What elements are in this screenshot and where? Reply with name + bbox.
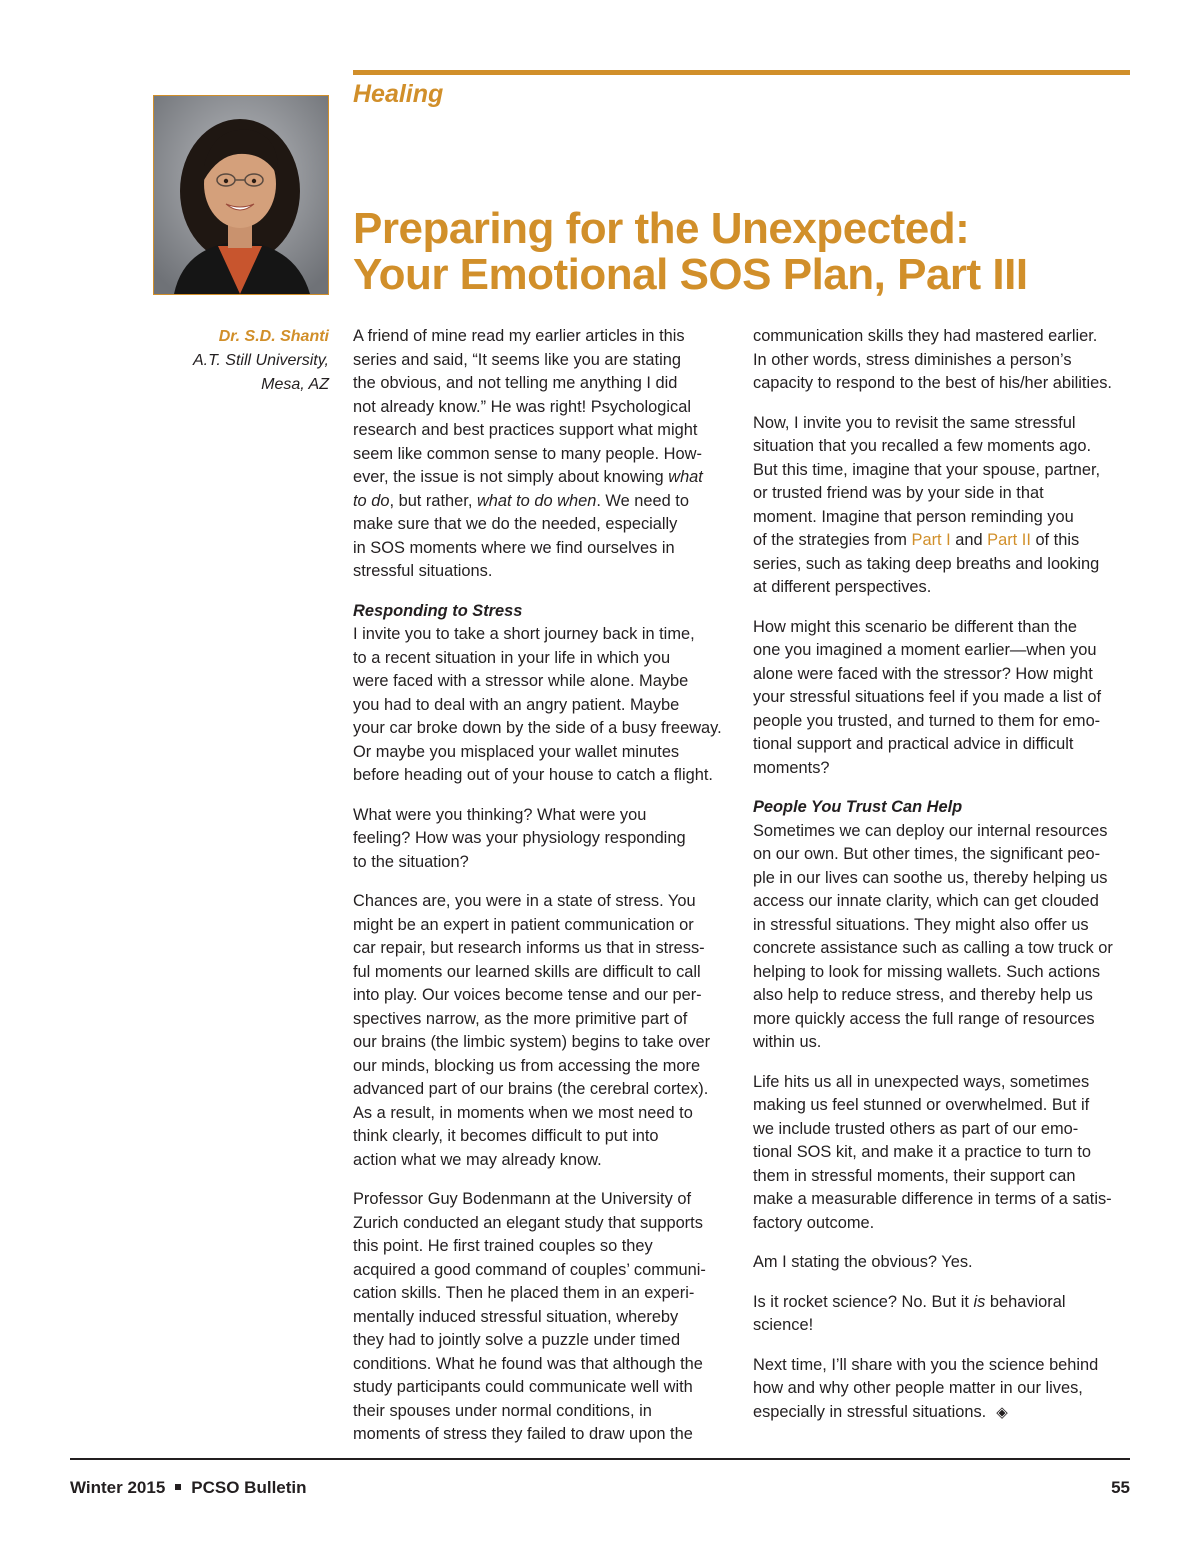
text-line: Life hits us all in unexpected ways, sometimes [753, 1072, 1090, 1091]
text-line: your stressful situations feel if you made a list of [753, 688, 1102, 706]
text-run: Is it rocket science? No. But it [753, 1292, 974, 1311]
text-line: more quickly access the full range of resources [753, 1009, 1095, 1028]
emphasis: what to do when [476, 491, 597, 510]
text-line [753, 1401, 1133, 1425]
subheading-responding: Responding to Stress [353, 601, 523, 620]
text-line: Or maybe you misplaced your wallet minutes [353, 742, 680, 761]
text-line: Professor Guy Bodenmann at the University of [353, 1190, 691, 1208]
title-line-2: Your Emotional SOS Plan, Part III [353, 250, 1028, 299]
text-line: A friend of mine read my earlier articles in this [353, 327, 685, 345]
text-line: ple in our lives can soothe us, thereby helping us [753, 868, 1108, 887]
paragraph [753, 820, 1133, 1055]
text-line: how and why other people matter in our lives, [753, 1379, 1083, 1397]
text-line: series, such as taking deep breaths and looking [753, 554, 1100, 573]
paragraph [753, 412, 1133, 600]
text-line [353, 466, 731, 490]
text-line: helping to look for missing wallets. Such actions [753, 962, 1101, 981]
text-run: , but rather, [389, 491, 477, 510]
text-run: and [950, 531, 988, 549]
text-line: on our own. But other times, the significant peo- [753, 845, 1101, 863]
text-line: into play. Our voices become tense and our per- [353, 986, 702, 1004]
text-line: at different perspectives. [753, 578, 932, 596]
text-line: capacity to respond to the best of his/her abilities. [753, 374, 1112, 392]
text-line: tional SOS kit, and make it a practice to turn to [753, 1143, 1091, 1161]
subheading-people: People You Trust Can Help [753, 798, 963, 816]
link-part-2[interactable]: Part II [987, 531, 1031, 549]
text-line: people you trusted, and turned to them for emo- [753, 711, 1101, 730]
text-line: But this time, imagine that your spouse, partner, [753, 460, 1101, 479]
text-line: feeling? How was your physiology responding [353, 829, 686, 847]
text-line: moments of stress they failed to draw upon the [353, 1425, 693, 1443]
paragraph [353, 1188, 731, 1447]
text-line: study participants could communicate well with [353, 1378, 693, 1396]
paragraph [753, 1291, 1133, 1338]
emphasis: is [973, 1292, 986, 1311]
text-line: access our innate clarity, which can get clouded [753, 892, 1099, 910]
article-column-2 [753, 325, 1133, 1440]
text-line: the obvious, and not telling me anything I did [353, 374, 678, 392]
paragraph [753, 616, 1133, 781]
footer-issue-date: Winter 2015 [70, 1478, 166, 1497]
text-line [753, 1291, 1133, 1315]
author-name: Dr. S.D. Shanti [218, 328, 329, 345]
text-line: Zurich conducted an elegant study that supports [353, 1213, 703, 1232]
text-line: situation that you recalled a few moments ago. [753, 437, 1092, 455]
text-line: moment. Imagine that person reminding you [753, 507, 1074, 526]
author-photo [153, 95, 329, 295]
title-line-1: Preparing for the Unexpected: [353, 204, 970, 253]
text-line: think clearly, it becomes difficult to put into [353, 1127, 659, 1145]
footer-publication: PCSO Bulletin [191, 1478, 307, 1497]
section-label: Healing [353, 80, 444, 108]
square-bullet-icon [175, 1484, 181, 1490]
text-run: of the strategies from [753, 531, 912, 549]
paragraph [753, 1251, 1133, 1275]
emphasis: to do [353, 491, 390, 510]
text-line: advanced part of our brains (the cerebral cortex). [353, 1080, 709, 1098]
text-line: In other words, stress diminishes a person’s [753, 350, 1072, 369]
text-line: stressful situations. [353, 562, 493, 580]
text-line: How might this scenario be different than the [753, 617, 1078, 636]
text-line: we include trusted others as part of our emo- [753, 1119, 1079, 1138]
text-line: making us feel stunned or overwhelmed. But if [753, 1096, 1090, 1114]
top-rule [353, 70, 1130, 75]
text-line: might be an expert in patient communication or [353, 915, 694, 934]
text-line: Am I stating the obvious? Yes. [753, 1253, 973, 1271]
text-line: cation skills. Then he placed them in an experi- [353, 1284, 695, 1302]
paragraph [353, 890, 731, 1172]
text-line: concrete assistance such as calling a tow truck or [753, 939, 1113, 957]
text-line: What were you thinking? What were you [353, 805, 647, 824]
text-line: make sure that we do the needed, especially [353, 515, 678, 533]
text-run: behavioral [985, 1292, 1066, 1311]
text-line: before heading out of your house to catch a flight. [353, 766, 713, 784]
text-line: communication skills they had mastered earlier. [753, 327, 1098, 345]
author-byline [150, 325, 329, 397]
paragraph [353, 325, 731, 584]
text-line: to a recent situation in your life in which you [353, 648, 671, 667]
text-line: they had to jointly solve a puzzle under timed [353, 1331, 681, 1349]
text-line: in SOS moments where we find ourselves in [353, 538, 675, 557]
text-line: also help to reduce stress, and thereby help us [753, 986, 1093, 1004]
text-line: action what we may already know. [353, 1150, 602, 1169]
page-number: 55 [1111, 1478, 1130, 1497]
text-line: tional support and practical advice in difficult [753, 735, 1074, 753]
text-line: not already know.” He was right! Psychological [353, 397, 691, 416]
link-part-1[interactable]: Part I [911, 531, 951, 549]
text-line: series and said, “It seems like you are stating [353, 350, 681, 369]
paragraph [753, 325, 1133, 396]
text-line: factory outcome. [753, 1213, 875, 1232]
text-line: science! [753, 1316, 814, 1334]
text-line [353, 490, 731, 514]
author-affiliation-1: A.T. Still University, [192, 352, 329, 369]
author-affiliation-2: Mesa, AZ [261, 376, 329, 393]
text-line: Now, I invite you to revisit the same stressful [753, 413, 1076, 432]
text-line: ful moments our learned skills are difficult to call [353, 962, 701, 981]
text-line: mentally induced stressful situation, whereby [353, 1307, 679, 1326]
footer-rule [70, 1458, 1130, 1460]
text-run: of this [1030, 531, 1080, 549]
text-line: moments? [753, 758, 830, 777]
text-run: . We need to [596, 491, 689, 510]
text-line: our brains (the limbic system) begins to take over [353, 1033, 711, 1051]
text-run: especially in stressful situations. [753, 1402, 987, 1421]
text-line: your car broke down by the side of a busy freeway. [353, 719, 722, 737]
text-line: them in stressful moments, their support can [753, 1166, 1076, 1185]
text-line: Sometimes we can deploy our internal resources [753, 821, 1108, 840]
article-title [353, 206, 1133, 298]
emphasis: what [668, 468, 703, 486]
text-line: seem like common sense to many people. How- [353, 444, 702, 463]
paragraph [353, 623, 731, 788]
text-line: make a measurable difference in terms of a satis- [753, 1190, 1112, 1208]
text-line: research and best practices support what might [353, 421, 698, 439]
article-column-1 [353, 325, 731, 1463]
text-line: you had to deal with an angry patient. Maybe [353, 695, 680, 714]
text-line: were faced with a stressor while alone. Maybe [353, 672, 689, 690]
text-line: in stressful situations. They might also offer us [753, 915, 1089, 934]
text-line: Chances are, you were in a state of stress. You [353, 892, 696, 910]
text-line: within us. [753, 1033, 822, 1051]
text-line: our minds, blocking us from accessing the more [353, 1056, 701, 1075]
paragraph [753, 1071, 1133, 1236]
text-line: their spouses under normal conditions, in [353, 1401, 652, 1420]
text-line: spectives narrow, as the more primitive part of [353, 1009, 688, 1028]
text-line: car repair, but research informs us that in stress- [353, 939, 705, 957]
text-line: Next time, I’ll share with you the science behind [753, 1355, 1099, 1374]
text-line: or trusted friend was by your side in that [753, 484, 1044, 502]
text-line: I invite you to take a short journey back in time, [353, 625, 695, 643]
text-line: conditions. What he found was that although the [353, 1354, 703, 1373]
text-line [753, 529, 1133, 553]
paragraph [353, 804, 731, 875]
text-line: alone were faced with the stressor? How might [753, 664, 1093, 683]
text-line: this point. He first trained couples so they [353, 1237, 653, 1255]
text-line: As a result, in moments when we most need to [353, 1103, 693, 1122]
footer-issue [70, 1478, 307, 1498]
paragraph [753, 1354, 1133, 1425]
text-line: to the situation? [353, 852, 469, 871]
end-of-article-icon: ◈ [996, 1403, 1008, 1421]
text-line: acquired a good command of couples’ communi- [353, 1260, 706, 1279]
text-run: ever, the issue is not simply about knowing [353, 468, 669, 486]
text-line: one you imagined a moment earlier—when you [753, 641, 1097, 659]
